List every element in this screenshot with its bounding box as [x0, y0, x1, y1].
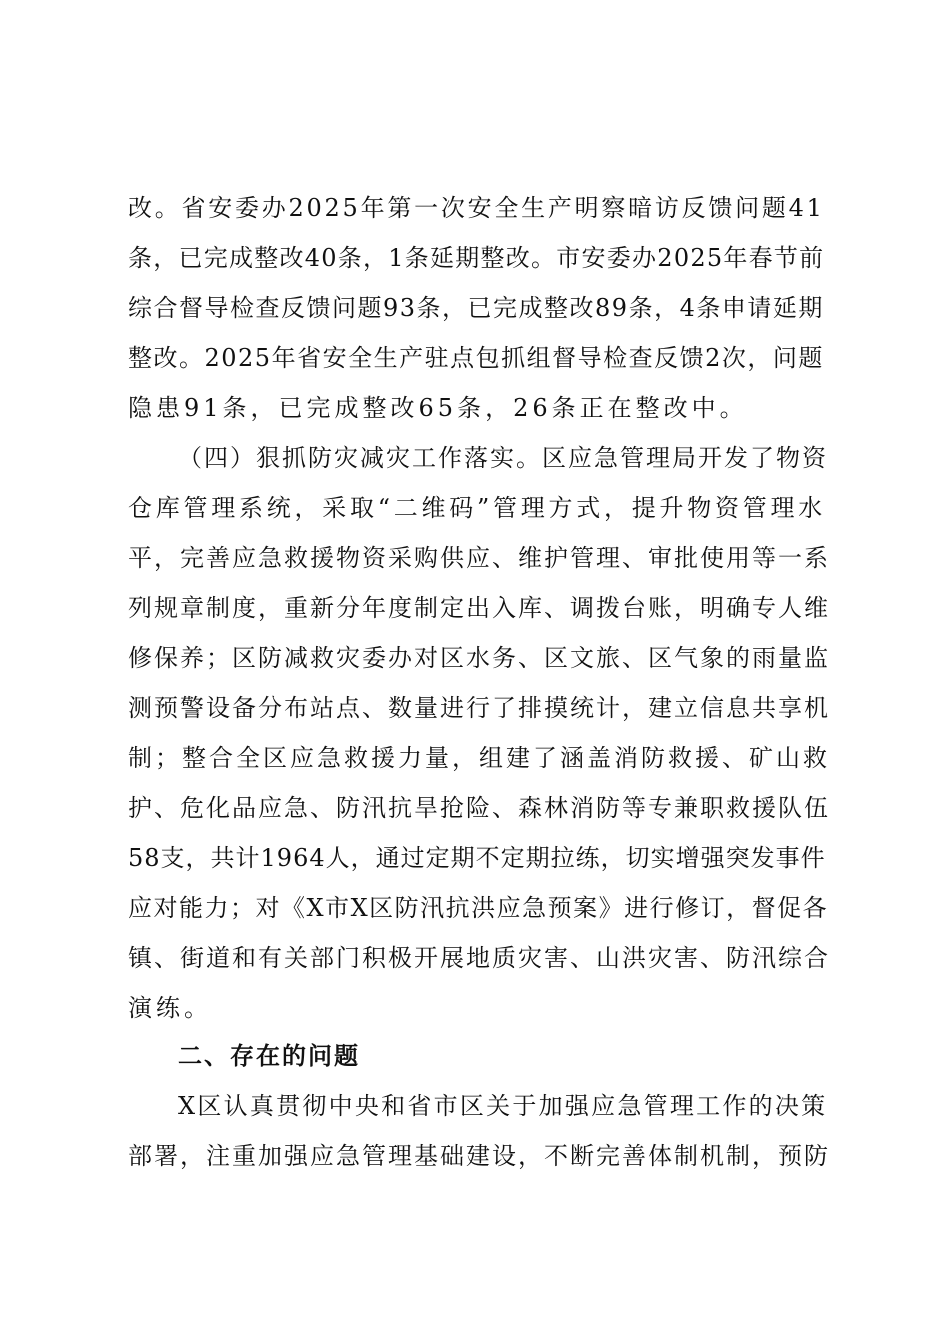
paragraph-line: 整改。2025年省安全生产驻点包抓组督导检查反馈2次，问题 — [128, 344, 824, 372]
paragraph-line: 58支，共计1964人，通过定期不定期拉练，切实增强突发事件 — [128, 844, 826, 872]
paragraph-line: （四）狠抓防灾减灾工作落实。区应急管理局开发了物资 — [178, 444, 828, 472]
paragraph-line: 制；整合全区应急救援力量，组建了涵盖消防救援、矿山救 — [128, 744, 830, 772]
paragraph-line: 修保养；区防减救灾委办对区水务、区文旅、区气象的雨量监 — [128, 644, 830, 672]
paragraph-line: 综合督导检查反馈问题93条，已完成整改89条，4条申请延期 — [128, 294, 824, 322]
paragraph-line: X区认真贯彻中央和省市区关于加强应急管理工作的决策 — [178, 1092, 828, 1120]
paragraph-line: 改。省安委办2025年第一次安全生产明察暗访反馈问题41 — [128, 194, 825, 222]
paragraph-line: 隐患91条，已完成整改65条，26条正在整改中。 — [128, 394, 748, 422]
paragraph-line: 护、危化品应急、防汛抗旱抢险、森林消防等专兼职救援队伍 — [128, 794, 830, 822]
paragraph-line: 条，已完成整改40条，1条延期整改。市安委办2025年春节前 — [128, 244, 825, 272]
paragraph-line: 应对能力；对《X市X区防汛抗洪应急预案》进行修订，督促各 — [128, 894, 829, 922]
paragraph-line: 列规章制度，重新分年度制定出入库、调拨台账，明确专人维 — [128, 594, 830, 622]
paragraph-line: 测预警设备分布站点、数量进行了排摸统计，建立信息共享机 — [128, 694, 830, 722]
paragraph-line: 仓库管理系统，采取“二维码”管理方式，提升物资管理水 — [128, 494, 827, 522]
section-heading: 二、存在的问题 — [178, 1042, 360, 1070]
paragraph-line: 部署，注重加强应急管理基础建设，不断完善体制机制，预防 — [128, 1142, 830, 1170]
paragraph-line: 镇、街道和有关部门积极开展地质灾害、山洪灾害、防汛综合 — [128, 944, 830, 972]
paragraph-line: 演练。 — [128, 994, 212, 1022]
paragraph-line: 平，完善应急救援物资采购供应、维护管理、审批使用等一系 — [128, 544, 830, 572]
